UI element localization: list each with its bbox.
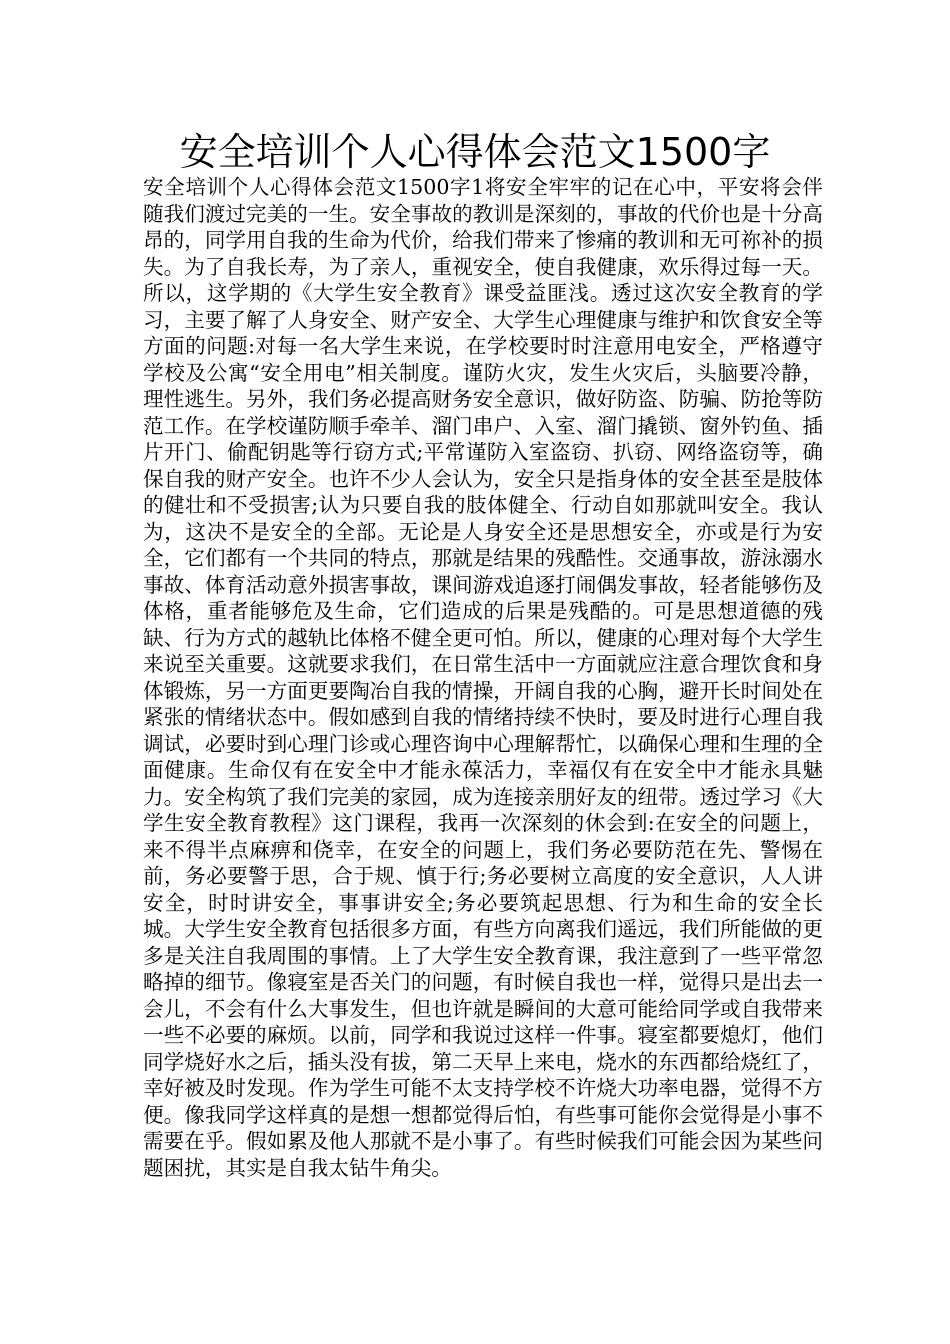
document-body: 安全培训个人心得体会范文1500字1将安全牢牢的记在心中，平安将会伴随我们渡过完美的一生。安全事故的教训是深刻的，事故的代价也是十分高昂的，同学用自我的生命为代价，给我们带来了惨痛的教训和无可祢补的损失。为了自我长寿，为了亲人，重视安全，使自我健康，欢乐得过每一天。所以，这学期的《大学生安全教育》课受益匪浅。透过这次安全教育的学习，主要了解了人身安全、财产安全、大学生心理健康与维护和饮食安全等方面的问题:对每一名大学生来说，在学校要时时注意用电安全，严格遵守学校及公寓“安全用电”相关制度。谨防火灾，发生火灾后，头脑要冷静，理性逃生。另外，我们务必提高财务安全意识，做好防盗、防骗、防抢等防范工作。在学校谨防顺手牵羊、溜门串户、入室、溜门撬锁、窗外钓鱼、插片开门、偷配钥匙等行窃方式;平常谨防入室盗窃、扒窃、网络盗窃等，确保自我的财产安全。也许不少人会认为，安全只是指身体的安全甚至是肢体的健壮和不受损害;认为只要自我的肢体健全、行动自如那就叫安全。我认为，这决不是安全的全部。无论是人身安全还是思想安全，亦或是行为安全，它们都有一个共同的特点，那就是结果的残酷性。交通事故，游泳溺水事故、体育活动意外损害事故，课间游戏追逐打闹偶发事故，轻者能够伤及体格，重者能够危及生命，它们造成的后果是残酷的。可是思想道德的残缺、行为方式的越轨比体格不健全更可怕。所以，健康的心理对每个大学生来说至关重要。这就要求我们，在日常生活中一方面就应注意合理饮食和身体锻炼，另一方面更要陶冶自我的情操，开阔自我的心胸，避开长时间处在紧张的情绪状态中。假如感到自我的情绪持续不快时，要及时进行心理自我调试，必要时到心理门诊或心理咨询中心理解帮忙，以确保心理和生理的全面健康。生命仅有在安全中才能永葆活力，幸福仅有在安全中才能永具魅力。安全构筑了我们完美的家园，成为连接亲朋好友的纽带。透过学习《大学生安全教育教程》这门课程，我再一次深刻的休会到:在安全的问题上，来不得半点麻痹和侥幸，在安全的问题上，我们务必要防范在先、警惕在前，务必要警于思，合于规、慎于行;务必要树立高度的安全意识，人人讲安全，时时讲安全，事事讲安全;务必要筑起思想、行为和生命的安全长城。大学生安全教育包括很多方面，有些方向离我们遥远，我们所能做的更多是关注自我周围的事情。上了大学生安全教育课，我注意到了一些平常忽略掉的细节。像寝室是否关门的问题，有时候自我也一样，觉得只是出去一会儿，不会有什么大事发生，但也许就是瞬间的大意可能给同学或自我带来一些不必要的麻烦。以前，同学和我说过这样一件事。寝室都要熄灯，他们同学烧好水之后，插头没有拔，第二天早上来电，烧水的东西都给烧红了，幸好被及时发现。作为学生可能不太支持学校不许烧大功率电器，觉得不方便。像我同学这样真的是想一想都觉得后怕，有些事可能你会觉得是小事不需要在乎。假如累及他人那就不是小事了。有些时候我们可能会因为某些问题困扰，其实是自我太钻牛角尖。: [143, 175, 823, 1180]
document-title: 安全培训个人心得体会范文1500字: [179, 130, 771, 174]
